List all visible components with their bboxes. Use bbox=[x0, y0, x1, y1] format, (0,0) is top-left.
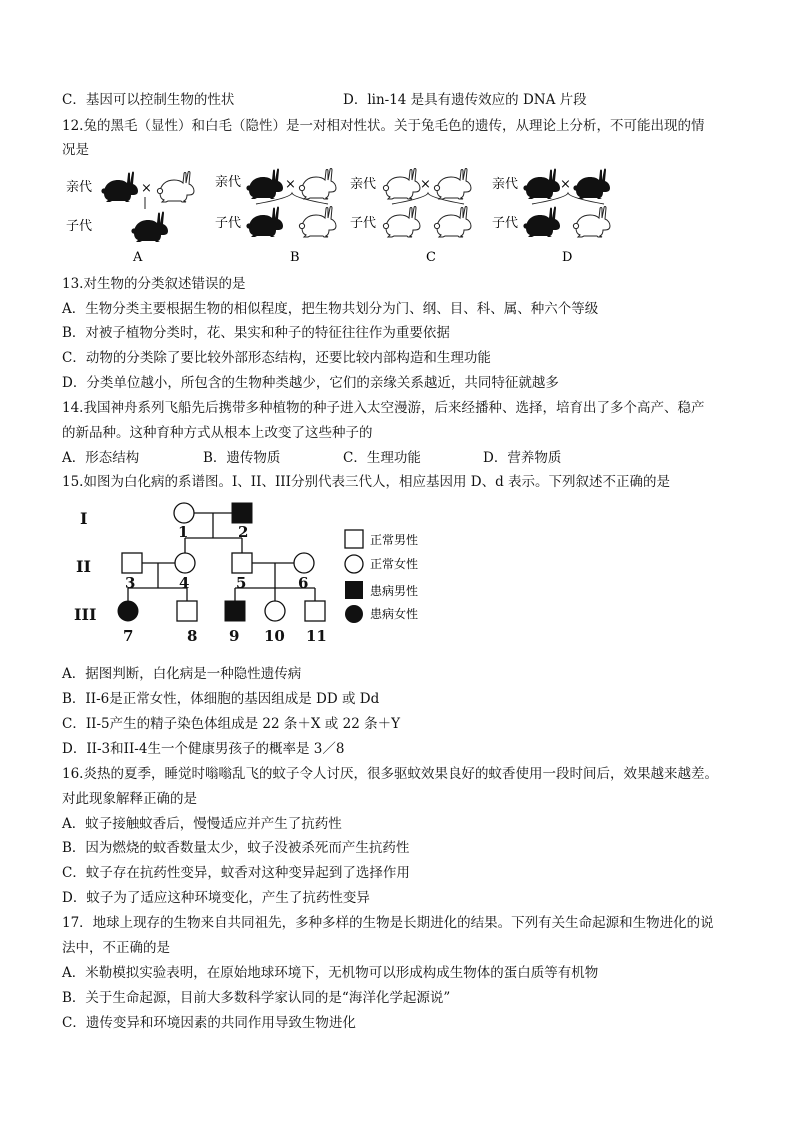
individual-number: 10 bbox=[264, 627, 285, 645]
cross-symbol: × bbox=[420, 177, 431, 192]
q14-option-a: A．形态结构 bbox=[62, 450, 140, 466]
q17-option-a: A．米勒模拟实验表明，在原始地球环境下，无机物可以形成构成生物体的蛋白质等有机物 bbox=[62, 965, 599, 981]
rabbit-white bbox=[383, 169, 420, 200]
pedigree-chart bbox=[70, 500, 450, 650]
q13-option-b: B．对被子植物分类时，花、果实和种子的特征往往作为重要依据 bbox=[62, 325, 450, 341]
individual-number: 11 bbox=[306, 627, 327, 645]
parent-label-d: 亲代 bbox=[492, 177, 519, 192]
legend-normal-female-label: 正常女性 bbox=[370, 557, 419, 571]
individual-number: 1 bbox=[178, 523, 189, 541]
cross-symbol: × bbox=[560, 177, 571, 192]
normal-female-symbol bbox=[174, 503, 194, 523]
cross-symbol: × bbox=[285, 177, 296, 192]
legend-normal-female-symbol bbox=[345, 555, 363, 573]
normal-male-symbol bbox=[232, 553, 252, 573]
q17-stem-1: 17．地球上现存的生物来自共同祖先，多种多样的生物是长期进化的结果。下列有关生命起源和生物进化的说 bbox=[62, 915, 714, 931]
cross-symbol: × bbox=[141, 181, 152, 196]
legend-normal-male-symbol bbox=[345, 530, 363, 548]
rabbit-white bbox=[434, 207, 471, 238]
q11-option-c: C．基因可以控制生物的性状 bbox=[62, 92, 235, 108]
generation-label-ii: II bbox=[76, 557, 91, 576]
choice-label-b: B bbox=[290, 250, 300, 265]
rabbit-white bbox=[434, 169, 471, 200]
individual-number: 6 bbox=[298, 574, 309, 592]
legend-affected-female-label: 患病女性 bbox=[370, 607, 419, 621]
q16-option-b: B．因为燃烧的蚊香数量太少，蚊子没被杀死而产生抗药性 bbox=[62, 840, 410, 856]
q15-option-b: B．II-6是正常女性，体细胞的基因组成是 DD 或 Dd bbox=[62, 691, 380, 707]
normal-male-symbol bbox=[305, 601, 325, 621]
parent-label-c: 亲代 bbox=[350, 177, 377, 192]
rabbit-black bbox=[573, 169, 610, 200]
individual-number: 7 bbox=[123, 627, 134, 645]
normal-male-symbol bbox=[177, 601, 197, 621]
q16-option-d: D．蚊子为了适应这种环境变化，产生了抗药性变异 bbox=[62, 890, 370, 906]
normal-male-symbol bbox=[122, 553, 142, 573]
q14-stem-1: 14.我国神舟系列飞船先后携带多种植物的种子进入太空漫游，后来经播种、选择，培育出了多个高产、稳产 bbox=[62, 400, 705, 416]
q17-option-b: B．关于生命起源，目前大多数科学家认同的是“海洋化学起源说” bbox=[62, 990, 451, 1006]
q16-stem-1: 16.炎热的夏季，睡觉时嗡嗡乱飞的蚊子令人讨厌，很多驱蚊效果良好的蚊香使用一段时间后，效果越来越差。 bbox=[62, 766, 718, 782]
q14-stem-2: 的新品种。这种育种方式从根本上改变了这些种子的 bbox=[62, 425, 373, 441]
child-label-c: 子代 bbox=[350, 216, 377, 231]
legend-affected-male-label: 患病男性 bbox=[370, 584, 419, 598]
parent-label-a: 亲代 bbox=[66, 180, 93, 195]
rabbit-white bbox=[299, 169, 336, 200]
individual-number: 5 bbox=[236, 574, 247, 592]
affected-male-symbol bbox=[225, 601, 245, 621]
rabbit-cross-figure bbox=[60, 166, 660, 271]
rabbit-black bbox=[246, 207, 283, 238]
choice-label-c: C bbox=[426, 250, 436, 265]
generation-label-iii: III bbox=[74, 605, 97, 624]
q17-stem-2: 法中，不正确的是 bbox=[62, 940, 170, 956]
q16-option-a: A．蚊子接触蚊香后，慢慢适应并产生了抗药性 bbox=[62, 816, 342, 832]
individual-number: 9 bbox=[229, 627, 240, 645]
q13-option-a: A．生物分类主要根据生物的相似程度，把生物共划分为门、纲、目、科、属、种六个等级 bbox=[62, 301, 599, 317]
rabbit-white bbox=[299, 207, 336, 238]
child-label-a: 子代 bbox=[66, 219, 93, 234]
q15-stem: 15.如图为白化病的系谱图。I、II、III分别代表三代人，相应基因用 D、d 表示。下列叙述不正确的是 bbox=[62, 474, 671, 490]
q13-option-c: C．动物的分类除了要比较外部形态结构，还要比较内部构造和生理功能 bbox=[62, 350, 491, 366]
child-label-b: 子代 bbox=[215, 216, 242, 231]
q12-stem-2: 况是 bbox=[62, 142, 89, 158]
choice-label-a: A bbox=[133, 250, 143, 265]
rabbit-white bbox=[573, 207, 610, 238]
q13-stem: 13.对生物的分类叙述错误的是 bbox=[62, 276, 246, 292]
q15-option-a: A．据图判断，白化病是一种隐性遗传病 bbox=[62, 666, 302, 682]
individual-number: 8 bbox=[187, 627, 198, 645]
rabbit-white bbox=[157, 172, 194, 203]
q13-option-d: D．分类单位越小，所包含的生物种类越少，它们的亲缘关系越近，共同特征就越多 bbox=[62, 375, 559, 391]
rabbit-black bbox=[523, 169, 560, 200]
affected-male-symbol bbox=[232, 503, 252, 523]
normal-female-symbol bbox=[175, 553, 195, 573]
legend-normal-male-label: 正常男性 bbox=[370, 533, 419, 547]
generation-label-i: I bbox=[80, 509, 88, 528]
q14-option-c: C．生理功能 bbox=[343, 450, 421, 466]
normal-female-symbol bbox=[294, 553, 314, 573]
q14-option-d: D．营养物质 bbox=[483, 450, 562, 466]
rabbit-black bbox=[131, 212, 168, 243]
legend-affected-male-symbol bbox=[345, 581, 363, 599]
rabbit-black bbox=[101, 172, 138, 203]
child-label-d: 子代 bbox=[492, 216, 519, 231]
normal-female-symbol bbox=[265, 601, 285, 621]
q12-stem-1: 12.兔的黑毛（显性）和白毛（隐性）是一对相对性状。关于兔毛色的遗传，从理论上分析，不可能出现的情 bbox=[62, 118, 705, 134]
q17-option-c: C．遗传变异和环境因素的共同作用导致生物进化 bbox=[62, 1015, 356, 1031]
rabbit-white bbox=[383, 207, 420, 238]
q14-option-b: B．遗传物质 bbox=[203, 450, 281, 466]
rabbit-black bbox=[523, 207, 560, 238]
q16-stem-2: 对此现象解释正确的是 bbox=[62, 791, 197, 807]
affected-female-symbol bbox=[118, 601, 138, 621]
q15-option-c: C．II-5产生的精子染色体组成是 22 条＋X 或 22 条＋Y bbox=[62, 716, 400, 732]
q16-option-c: C．蚊子存在抗药性变异，蚊香对这种变异起到了选择作用 bbox=[62, 865, 410, 881]
individual-number: 3 bbox=[125, 574, 136, 592]
q11-option-d: D．lin-14 是具有遗传效应的 DNA 片段 bbox=[343, 92, 587, 108]
legend-affected-female-symbol bbox=[345, 605, 363, 623]
q15-option-d: D．II-3和II-4生一个健康男孩子的概率是 3／8 bbox=[62, 741, 345, 757]
individual-number: 4 bbox=[179, 574, 190, 592]
individual-number: 2 bbox=[238, 523, 249, 541]
parent-label-b: 亲代 bbox=[215, 175, 242, 190]
choice-label-d: D bbox=[562, 250, 573, 265]
rabbit-black bbox=[246, 169, 283, 200]
